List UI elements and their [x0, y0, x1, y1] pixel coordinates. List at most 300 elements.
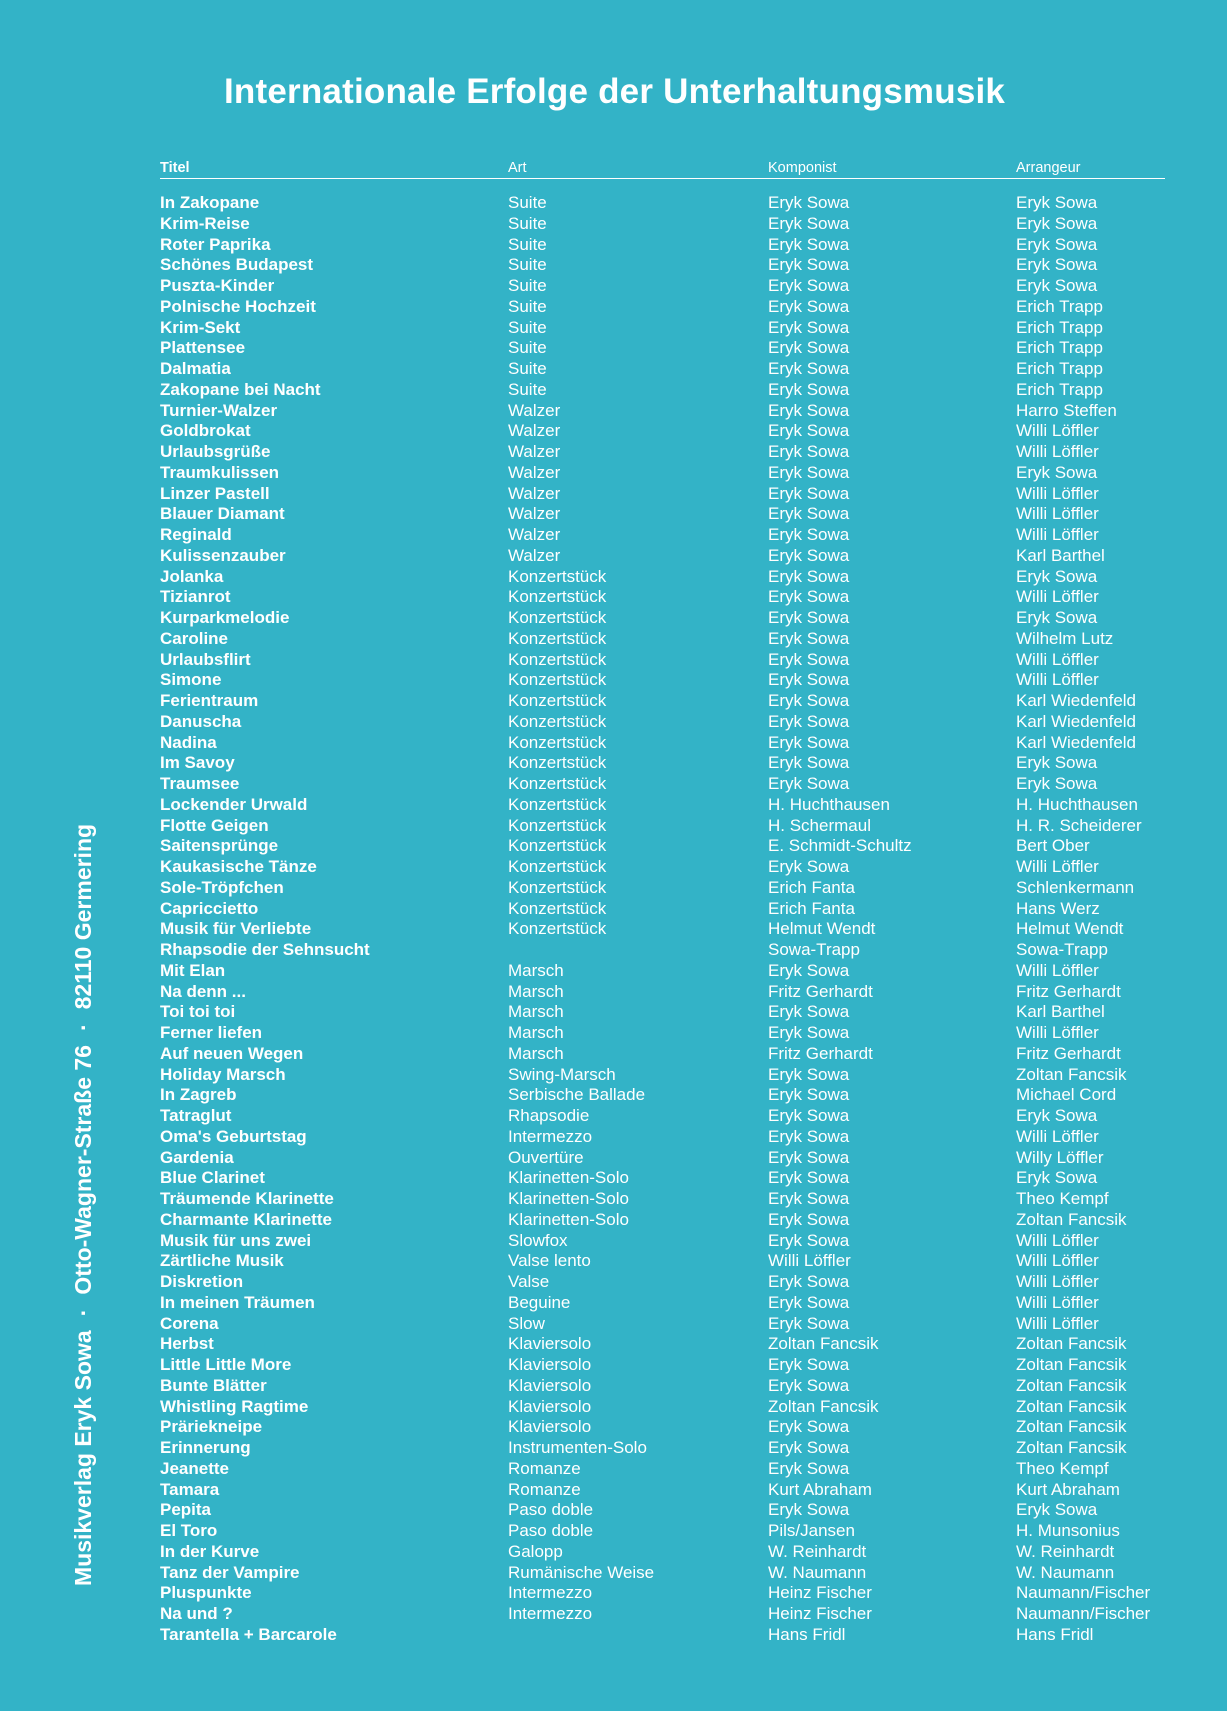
cell-titel: Na denn ...: [160, 981, 246, 1001]
table-row: [160, 484, 1165, 505]
cell-titel: Im Savoy: [160, 753, 235, 773]
table-row: [160, 401, 1165, 422]
cell-titel: Tizianrot: [160, 587, 231, 607]
cell-komponist: Eryk Sowa: [768, 1292, 850, 1312]
cell-arrangeur: Eryk Sowa: [1016, 1168, 1098, 1188]
header-arrangeur: Arrangeur: [1016, 160, 1081, 176]
cell-art: Suite: [508, 296, 547, 316]
cell-arrangeur: Karl Barthel: [1016, 1002, 1105, 1022]
table-row: [160, 1480, 1165, 1501]
cell-titel: Lockender Urwald: [160, 794, 308, 814]
cell-komponist: Eryk Sowa: [768, 670, 850, 690]
cell-komponist: Eryk Sowa: [768, 1417, 850, 1437]
cell-titel: Ferientraum: [160, 691, 259, 710]
table-row: [160, 670, 1165, 691]
cell-komponist: Helmut Wendt: [768, 919, 876, 939]
table-row: [160, 1148, 1165, 1169]
table-row: [160, 919, 1165, 940]
table-row: [160, 318, 1165, 339]
cell-arrangeur: Eryk Sowa: [1016, 566, 1098, 586]
cell-art: Romanze: [508, 1479, 581, 1499]
table-row: [160, 629, 1165, 650]
cell-arrangeur: Karl Barthel: [1016, 545, 1105, 565]
cell-komponist: Zoltan Fancsik: [768, 1334, 879, 1354]
table-row: [160, 255, 1165, 276]
cell-komponist: Eryk Sowa: [768, 857, 850, 876]
cell-arrangeur: Harro Steffen: [1016, 400, 1117, 420]
table-row: [160, 1023, 1165, 1044]
cell-titel: In der Kurve: [160, 1541, 260, 1561]
cell-arrangeur: Eryk Sowa: [1016, 234, 1098, 254]
cell-arrangeur: Zoltan Fancsik: [1016, 1417, 1127, 1437]
cell-art: Suite: [508, 255, 547, 275]
cell-komponist: Eryk Sowa: [768, 628, 850, 648]
cell-komponist: Eryk Sowa: [768, 379, 850, 399]
cell-art: Paso doble: [508, 1500, 594, 1520]
cell-art: Marsch: [508, 960, 564, 980]
cell-arrangeur: Zoltan Fancsik: [1016, 1355, 1127, 1374]
cell-arrangeur: Eryk Sowa: [1016, 213, 1098, 233]
cell-komponist: Eryk Sowa: [768, 442, 850, 461]
table-row: [160, 1168, 1165, 1189]
cell-arrangeur: Willi Löffler: [1016, 1272, 1099, 1291]
cell-arrangeur: Theo Kempf: [1016, 1458, 1109, 1478]
cell-titel: Simone: [160, 670, 222, 690]
cell-art: Konzertstück: [508, 732, 607, 752]
cell-art: Walzer: [508, 421, 561, 441]
cell-komponist: Eryk Sowa: [768, 691, 850, 710]
cell-komponist: Eryk Sowa: [768, 649, 850, 669]
cell-arrangeur: Willi Löffler: [1016, 1023, 1099, 1042]
cell-arrangeur: Willi Löffler: [1016, 483, 1099, 503]
cell-komponist: Eryk Sowa: [768, 545, 850, 565]
cell-komponist: Eryk Sowa: [768, 1189, 850, 1208]
cell-arrangeur: Willi Löffler: [1016, 960, 1099, 980]
cell-titel: Kurparkmelodie: [160, 608, 290, 627]
cell-titel: Zakopane bei Nacht: [160, 379, 321, 399]
cell-komponist: Pils/Jansen: [768, 1521, 855, 1540]
publisher-street: Otto-Wagner-Straße 76: [70, 1045, 96, 1295]
table-row: [160, 1583, 1165, 1604]
table-row: [160, 940, 1165, 961]
cell-titel: Präriekneipe: [160, 1417, 263, 1437]
cell-titel: Musik für uns zwei: [160, 1230, 312, 1250]
cell-arrangeur: Willi Löffler: [1016, 1313, 1099, 1333]
cell-art: Paso doble: [508, 1521, 594, 1540]
table-row: [160, 795, 1165, 816]
separator-dot: ·: [70, 1308, 96, 1317]
table-row: [160, 463, 1165, 484]
cell-art: Klaviersolo: [508, 1396, 592, 1416]
cell-titel: Diskretion: [160, 1272, 244, 1291]
cell-art: Konzertstück: [508, 670, 607, 690]
cell-art: Konzertstück: [508, 898, 607, 918]
table-row: [160, 1542, 1165, 1563]
cell-komponist: Eryk Sowa: [768, 276, 850, 295]
cell-art: Intermezzo: [508, 1604, 593, 1623]
table-row: [160, 608, 1165, 629]
cell-titel: Saitensprünge: [160, 836, 279, 856]
table-row: [160, 650, 1165, 671]
cell-art: Konzertstück: [508, 691, 607, 710]
cell-art: Konzertstück: [508, 711, 607, 731]
cell-titel: Tamara: [160, 1479, 220, 1499]
separator-dot: ·: [70, 1023, 96, 1032]
table-row: [160, 733, 1165, 754]
cell-titel: Oma's Geburtstag: [160, 1126, 307, 1146]
cell-arrangeur: Eryk Sowa: [1016, 462, 1098, 482]
cell-arrangeur: Willy Löffler: [1016, 1147, 1104, 1167]
table-row: [160, 1002, 1165, 1023]
cell-titel: Urlaubsflirt: [160, 649, 251, 669]
cell-art: Konzertstück: [508, 608, 607, 627]
cell-komponist: Eryk Sowa: [768, 1500, 850, 1520]
cell-art: Suite: [508, 234, 547, 254]
table-row: [160, 1065, 1165, 1086]
cell-art: Serbische Ballade: [508, 1085, 646, 1105]
cell-art: Konzertstück: [508, 566, 607, 586]
cell-art: Walzer: [508, 504, 561, 524]
cell-komponist: Eryk Sowa: [768, 338, 850, 358]
table-row: [160, 380, 1165, 401]
cell-komponist: Eryk Sowa: [768, 462, 850, 482]
table-row: [160, 1334, 1165, 1355]
cell-komponist: E. Schmidt-Schultz: [768, 836, 912, 856]
cell-komponist: W. Reinhardt: [768, 1541, 867, 1561]
cell-titel: Krim-Reise: [160, 213, 250, 233]
cell-art: Walzer: [508, 442, 561, 461]
cell-komponist: Eryk Sowa: [768, 711, 850, 731]
cell-art: Walzer: [508, 545, 561, 565]
cell-arrangeur: Eryk Sowa: [1016, 608, 1098, 627]
cell-titel: Capriccietto: [160, 898, 259, 918]
cell-art: Konzertstück: [508, 857, 607, 876]
cell-titel: In meinen Träumen: [160, 1292, 315, 1312]
cell-titel: Gardenia: [160, 1147, 234, 1167]
cell-arrangeur: Zoltan Fancsik: [1016, 1396, 1127, 1416]
cell-arrangeur: Willi Löffler: [1016, 649, 1099, 669]
cell-komponist: H. Huchthausen: [768, 794, 890, 814]
table-row: [160, 546, 1165, 567]
table-row: [160, 587, 1165, 608]
cell-art: Klarinetten-Solo: [508, 1209, 629, 1229]
cell-komponist: Eryk Sowa: [768, 296, 850, 316]
publisher-address: [70, 824, 97, 1586]
cell-arrangeur: Kurt Abraham: [1016, 1479, 1120, 1499]
cell-titel: Träumende Klarinette: [160, 1189, 334, 1208]
table-body: [160, 193, 1165, 1646]
cell-komponist: Fritz Gerhardt: [768, 1043, 873, 1063]
cell-arrangeur: Karl Wiedenfeld: [1016, 711, 1137, 731]
cell-titel: Pepita: [160, 1500, 212, 1520]
cell-art: Klarinetten-Solo: [508, 1168, 629, 1188]
cell-arrangeur: H. Huchthausen: [1016, 794, 1138, 814]
table-row: [160, 214, 1165, 235]
cell-titel: Tarantella + Barcarole: [160, 1624, 337, 1644]
cell-titel: Mit Elan: [160, 960, 226, 980]
cell-titel: Holiday Marsch: [160, 1064, 286, 1084]
cell-arrangeur: Zoltan Fancsik: [1016, 1209, 1127, 1229]
cell-art: Konzertstück: [508, 877, 607, 897]
cell-arrangeur: Karl Wiedenfeld: [1016, 691, 1137, 710]
cell-arrangeur: Theo Kempf: [1016, 1189, 1109, 1208]
table-row: [160, 836, 1165, 857]
cell-komponist: Eryk Sowa: [768, 1230, 850, 1250]
cell-art: Slowfox: [508, 1230, 568, 1250]
cell-art: Suite: [508, 193, 547, 212]
cell-titel: Tanz der Vampire: [160, 1562, 300, 1582]
cell-arrangeur: Willi Löffler: [1016, 1126, 1099, 1146]
cell-komponist: Eryk Sowa: [768, 960, 850, 980]
table-row: [160, 297, 1165, 318]
table-row: [160, 857, 1165, 878]
cell-art: Konzertstück: [508, 919, 607, 939]
cell-arrangeur: Willi Löffler: [1016, 1230, 1099, 1250]
cell-arrangeur: Zoltan Fancsik: [1016, 1334, 1127, 1354]
cell-art: Valse: [508, 1272, 550, 1291]
table-row: [160, 691, 1165, 712]
cell-titel: Urlaubsgrüße: [160, 442, 271, 461]
table-row: [160, 1106, 1165, 1127]
cell-art: Konzertstück: [508, 587, 607, 607]
cell-art: Klaviersolo: [508, 1375, 592, 1395]
cell-art: Konzertstück: [508, 774, 607, 793]
table-row: [160, 1521, 1165, 1542]
cell-komponist: Eryk Sowa: [768, 1002, 850, 1022]
table-row: [160, 1231, 1165, 1252]
cell-komponist: Eryk Sowa: [768, 566, 850, 586]
cell-arrangeur: Willi Löffler: [1016, 442, 1099, 461]
cell-komponist: Eryk Sowa: [768, 359, 850, 378]
cell-komponist: Eryk Sowa: [768, 1355, 850, 1374]
cell-art: Suite: [508, 359, 547, 378]
table-row: [160, 338, 1165, 359]
page-title: Internationale Erfolge der Unterhaltungsmusik: [224, 72, 1006, 111]
table-row: [160, 774, 1165, 795]
table-row: [160, 421, 1165, 442]
cell-art: Suite: [508, 379, 547, 399]
cell-arrangeur: Willi Löffler: [1016, 670, 1099, 690]
cell-titel: Danuscha: [160, 711, 242, 731]
cell-arrangeur: Helmut Wendt: [1016, 919, 1124, 939]
table-row: [160, 1293, 1165, 1314]
cell-komponist: Heinz Fischer: [768, 1583, 872, 1603]
cell-art: Konzertstück: [508, 815, 607, 835]
cell-arrangeur: Hans Fridl: [1016, 1624, 1094, 1644]
cell-titel: Whistling Ragtime: [160, 1396, 309, 1416]
cell-titel: Puszta-Kinder: [160, 276, 275, 295]
cell-komponist: Willi Löffler: [768, 1251, 851, 1271]
cell-art: Valse lento: [508, 1251, 591, 1271]
cell-art: Suite: [508, 317, 547, 337]
cell-komponist: Eryk Sowa: [768, 1168, 850, 1188]
cell-titel: Corena: [160, 1313, 219, 1333]
cell-art: Intermezzo: [508, 1583, 593, 1603]
cell-titel: Kaukasische Tänze: [160, 857, 317, 876]
cell-art: Konzertstück: [508, 753, 607, 773]
cell-komponist: Eryk Sowa: [768, 587, 850, 607]
cell-titel: Reginald: [160, 525, 232, 544]
cell-titel: Dalmatia: [160, 359, 231, 378]
cell-komponist: H. Schermaul: [768, 815, 871, 835]
cell-arrangeur: Eryk Sowa: [1016, 276, 1098, 295]
cell-titel: Roter Paprika: [160, 234, 271, 254]
table-row: [160, 878, 1165, 899]
cell-art: Romanze: [508, 1458, 581, 1478]
cell-arrangeur: Erich Trapp: [1016, 338, 1103, 358]
cell-titel: Tatraglut: [160, 1106, 232, 1125]
cell-komponist: Heinz Fischer: [768, 1604, 872, 1623]
cell-art: [508, 1625, 768, 1646]
table-row: [160, 753, 1165, 774]
table-row: [160, 712, 1165, 733]
cell-titel: Rhapsodie der Sehnsucht: [160, 940, 370, 959]
cell-titel: Goldbrokat: [160, 421, 251, 441]
cell-art: Rhapsodie: [508, 1106, 590, 1125]
table-row: [160, 1376, 1165, 1397]
table-row: [160, 1210, 1165, 1231]
works-table: [160, 150, 1165, 1646]
cell-arrangeur: W. Naumann: [1016, 1562, 1115, 1582]
cell-arrangeur: Willi Löffler: [1016, 1292, 1099, 1312]
cell-titel: Turnier-Walzer: [160, 400, 278, 420]
cell-komponist: Eryk Sowa: [768, 1375, 850, 1395]
cell-art: Marsch: [508, 1023, 564, 1042]
table-row: [160, 1500, 1165, 1521]
table-row: [160, 1563, 1165, 1584]
table-row: [160, 899, 1165, 920]
table-row: [160, 1459, 1165, 1480]
publisher-city: 82110 Germering: [70, 823, 96, 1010]
cell-komponist: Eryk Sowa: [768, 525, 850, 544]
cell-titel: Toi toi toi: [160, 1002, 236, 1022]
table-row: [160, 1189, 1165, 1210]
table-row: [160, 1044, 1165, 1065]
table-row: [160, 1397, 1165, 1418]
cell-arrangeur: Zoltan Fancsik: [1016, 1064, 1127, 1084]
cell-art: Galopp: [508, 1541, 563, 1561]
cell-komponist: Eryk Sowa: [768, 421, 850, 441]
cell-titel: Pluspunkte: [160, 1583, 252, 1603]
cell-arrangeur: Michael Cord: [1016, 1085, 1117, 1105]
cell-titel: Krim-Sekt: [160, 317, 241, 337]
cell-art: Konzertstück: [508, 836, 607, 856]
table-row: [160, 1625, 1165, 1646]
cell-arrangeur: Eryk Sowa: [1016, 753, 1098, 773]
cell-art: Konzertstück: [508, 794, 607, 814]
cell-titel: Kulissenzauber: [160, 545, 286, 565]
cell-arrangeur: Zoltan Fancsik: [1016, 1375, 1127, 1395]
cell-art: Konzertstück: [508, 649, 607, 669]
table-row: [160, 359, 1165, 380]
cell-arrangeur: Erich Trapp: [1016, 296, 1103, 316]
cell-arrangeur: Karl Wiedenfeld: [1016, 732, 1137, 752]
cell-arrangeur: Sowa-Trapp: [1016, 940, 1108, 959]
cell-titel: Ferner liefen: [160, 1023, 263, 1042]
cell-art: Klaviersolo: [508, 1417, 592, 1437]
cell-komponist: Eryk Sowa: [768, 1023, 850, 1042]
table-row: [160, 1417, 1165, 1438]
cell-titel: Auf neuen Wegen: [160, 1043, 304, 1063]
cell-art: Walzer: [508, 462, 561, 482]
cell-titel: Zärtliche Musik: [160, 1251, 284, 1271]
cell-arrangeur: Willi Löffler: [1016, 504, 1099, 524]
table-header: [160, 150, 1165, 179]
cell-komponist: Zoltan Fancsik: [768, 1396, 879, 1416]
cell-arrangeur: Hans Werz: [1016, 898, 1100, 918]
cell-komponist: Eryk Sowa: [768, 483, 850, 503]
cell-titel: Flotte Geigen: [160, 815, 269, 835]
cell-arrangeur: Erich Trapp: [1016, 359, 1103, 378]
cell-art: Marsch: [508, 1002, 564, 1022]
cell-titel: Traumsee: [160, 774, 240, 793]
cell-art: Marsch: [508, 1043, 564, 1063]
cell-titel: Plattensee: [160, 338, 246, 358]
cell-art: Marsch: [508, 981, 564, 1001]
cell-komponist: Sowa-Trapp: [768, 940, 860, 959]
cell-art: Konzertstück: [508, 628, 607, 648]
cell-titel: Blue Clarinet: [160, 1168, 265, 1188]
cell-komponist: Eryk Sowa: [768, 317, 850, 337]
cell-art: Intermezzo: [508, 1126, 593, 1146]
table-row: [160, 193, 1165, 214]
cell-komponist: Hans Fridl: [768, 1624, 846, 1644]
cell-komponist: Eryk Sowa: [768, 1272, 850, 1291]
cell-arrangeur: Willi Löffler: [1016, 421, 1099, 441]
cell-komponist: Eryk Sowa: [768, 1126, 850, 1146]
table-row: [160, 816, 1165, 837]
cell-titel: Na und ?: [160, 1604, 233, 1623]
cell-art: Walzer: [508, 525, 561, 544]
header-titel: Titel: [160, 160, 190, 176]
cell-art: Walzer: [508, 483, 561, 503]
cell-titel: In Zakopane: [160, 193, 260, 212]
cell-titel: Herbst: [160, 1334, 214, 1354]
cell-arrangeur: H. R. Scheiderer: [1016, 815, 1142, 835]
cell-art: Ouvertüre: [508, 1147, 584, 1167]
cell-titel: Musik für Verliebte: [160, 919, 312, 939]
cell-titel: In Zagreb: [160, 1085, 237, 1105]
cell-titel: Nadina: [160, 732, 217, 752]
cell-arrangeur: Zoltan Fancsik: [1016, 1438, 1127, 1457]
cell-komponist: Eryk Sowa: [768, 504, 850, 524]
table-row: [160, 567, 1165, 588]
cell-titel: Traumkulissen: [160, 462, 280, 482]
cell-art: Walzer: [508, 400, 561, 420]
cell-art: Instrumenten-Solo: [508, 1438, 647, 1457]
cell-arrangeur: Schlenkermann: [1016, 877, 1135, 897]
cell-komponist: Eryk Sowa: [768, 213, 850, 233]
cell-komponist: W. Naumann: [768, 1562, 867, 1582]
cell-arrangeur: Fritz Gerhardt: [1016, 1043, 1121, 1063]
cell-komponist: Eryk Sowa: [768, 1209, 850, 1229]
header-komponist: Komponist: [768, 160, 837, 176]
cell-art: Slow: [508, 1313, 545, 1333]
cell-komponist: Eryk Sowa: [768, 193, 850, 212]
cell-arrangeur: Fritz Gerhardt: [1016, 981, 1121, 1001]
table-row: [160, 1314, 1165, 1335]
cell-komponist: Eryk Sowa: [768, 1147, 850, 1167]
cell-komponist: Erich Fanta: [768, 877, 855, 897]
cell-arrangeur: Naumann/Fischer: [1016, 1583, 1151, 1603]
cell-komponist: Fritz Gerhardt: [768, 981, 873, 1001]
cell-arrangeur: Willi Löffler: [1016, 857, 1099, 876]
table-row: [160, 442, 1165, 463]
table-row: [160, 525, 1165, 546]
cell-art: Suite: [508, 213, 547, 233]
cell-komponist: Eryk Sowa: [768, 1313, 850, 1333]
cell-komponist: Eryk Sowa: [768, 753, 850, 773]
